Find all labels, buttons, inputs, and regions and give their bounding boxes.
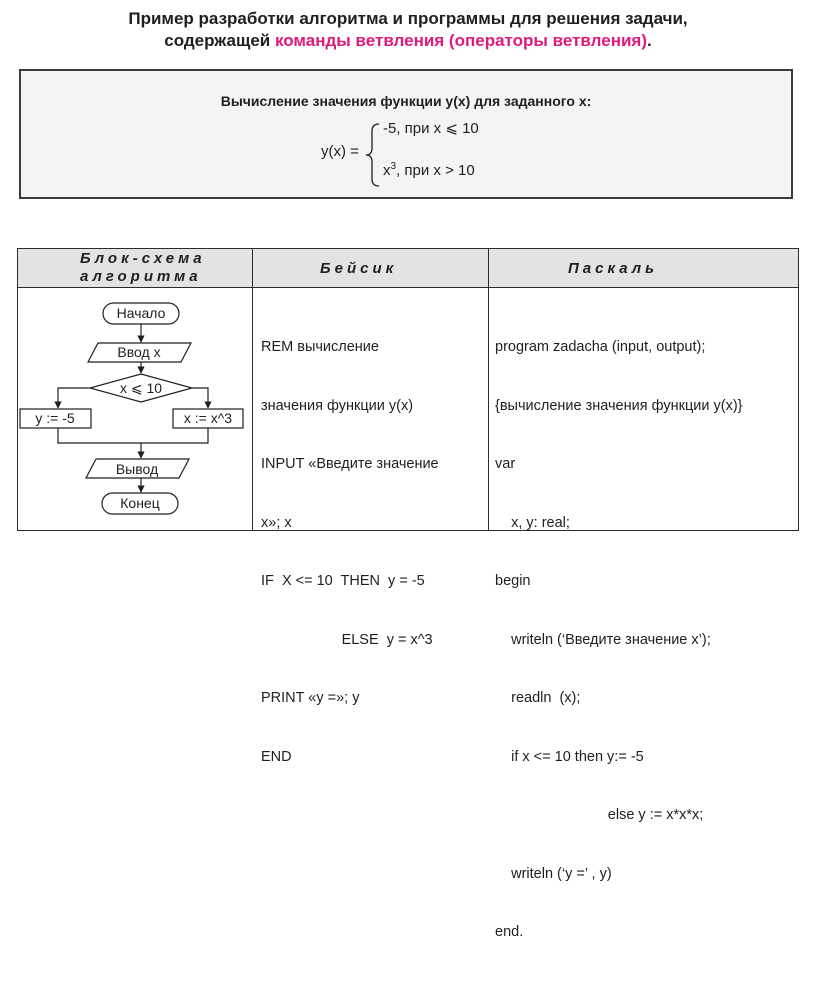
case-2-base: x (383, 162, 391, 179)
task-box (19, 69, 793, 199)
case-2-exponent: 3 (390, 161, 397, 172)
input-label: Ввод x (117, 344, 161, 360)
brace-icon (365, 123, 381, 187)
basic-line: x»; x (261, 514, 292, 531)
pascal-line: program zadacha (input, output); (495, 339, 706, 355)
pascal-code (495, 299, 743, 982)
formula-lhs: y(x) = (321, 143, 359, 160)
pascal-line: x, y: real; (495, 514, 570, 531)
column-divider (252, 249, 253, 530)
pascal-line: begin (495, 573, 531, 589)
pascal-line: writeln (‘y =’ , y) (495, 865, 612, 882)
page-title (0, 8, 816, 52)
pascal-line: if x <= 10 then y:= -5 (495, 748, 644, 765)
comparison-table (17, 248, 799, 940)
condition-label: x ⩽ 10 (119, 380, 163, 396)
flowchart (18, 288, 252, 531)
basic-line: PRINT «y =»; y (261, 690, 360, 706)
case-2-condition: , при x > 10 (396, 162, 475, 179)
basic-line: REM вычисление (261, 339, 379, 355)
end-label: Конец (120, 495, 160, 511)
column-divider (488, 249, 489, 530)
title-line-2-suffix: . (647, 31, 652, 50)
formula-case-2 (383, 161, 475, 179)
title-line-1: Пример разработки алгоритма и программы для решения задачи, (128, 9, 688, 28)
basic-line: END (261, 748, 292, 765)
basic-line: значения функции y(x) (261, 397, 414, 414)
pascal-line: else y := x*x*x; (495, 807, 704, 823)
task-heading: Вычисление значения функции y(x) для заданного x: (220, 93, 592, 109)
header-flowchart-line-2: алгоритма (80, 268, 202, 285)
yes-branch-arrow (58, 388, 90, 408)
header-pascal (488, 249, 798, 288)
header-basic (252, 249, 488, 288)
pascal-line: readln (x); (495, 690, 581, 706)
pascal-line: var (495, 456, 516, 472)
basic-line: INPUT «Введите значение (261, 456, 439, 472)
pascal-line: writeln (‘Введите значение x’); (495, 631, 711, 648)
merge-line (58, 428, 208, 443)
yes-process-label: y := -5 (35, 410, 75, 426)
no-process-label: x := x^3 (183, 410, 233, 426)
header-flowchart-line-1: Блок-схема (80, 250, 206, 267)
basic-line: IF X <= 10 THEN y = -5 (261, 573, 425, 589)
header-flowchart (18, 249, 252, 288)
header-pascal-text: Паскаль (568, 260, 659, 277)
header-basic-text: Бейсик (320, 260, 398, 277)
basic-code (261, 299, 439, 806)
output-label: Вывод (115, 461, 159, 477)
piecewise-formula (321, 119, 621, 191)
no-branch-arrow (192, 388, 208, 408)
basic-line: ELSE y = x^3 (261, 631, 433, 648)
formula-case-1: -5, при x ⩽ 10 (383, 120, 479, 137)
pascal-line: end. (495, 924, 524, 940)
title-line-2-prefix: содержащей (164, 31, 275, 50)
start-label: Начало (116, 305, 166, 321)
title-line-2 (0, 30, 816, 52)
title-highlight: команды ветвления (операторы ветвления) (274, 31, 647, 50)
pascal-line: {вычисление значения функции y(x)} (495, 397, 743, 414)
